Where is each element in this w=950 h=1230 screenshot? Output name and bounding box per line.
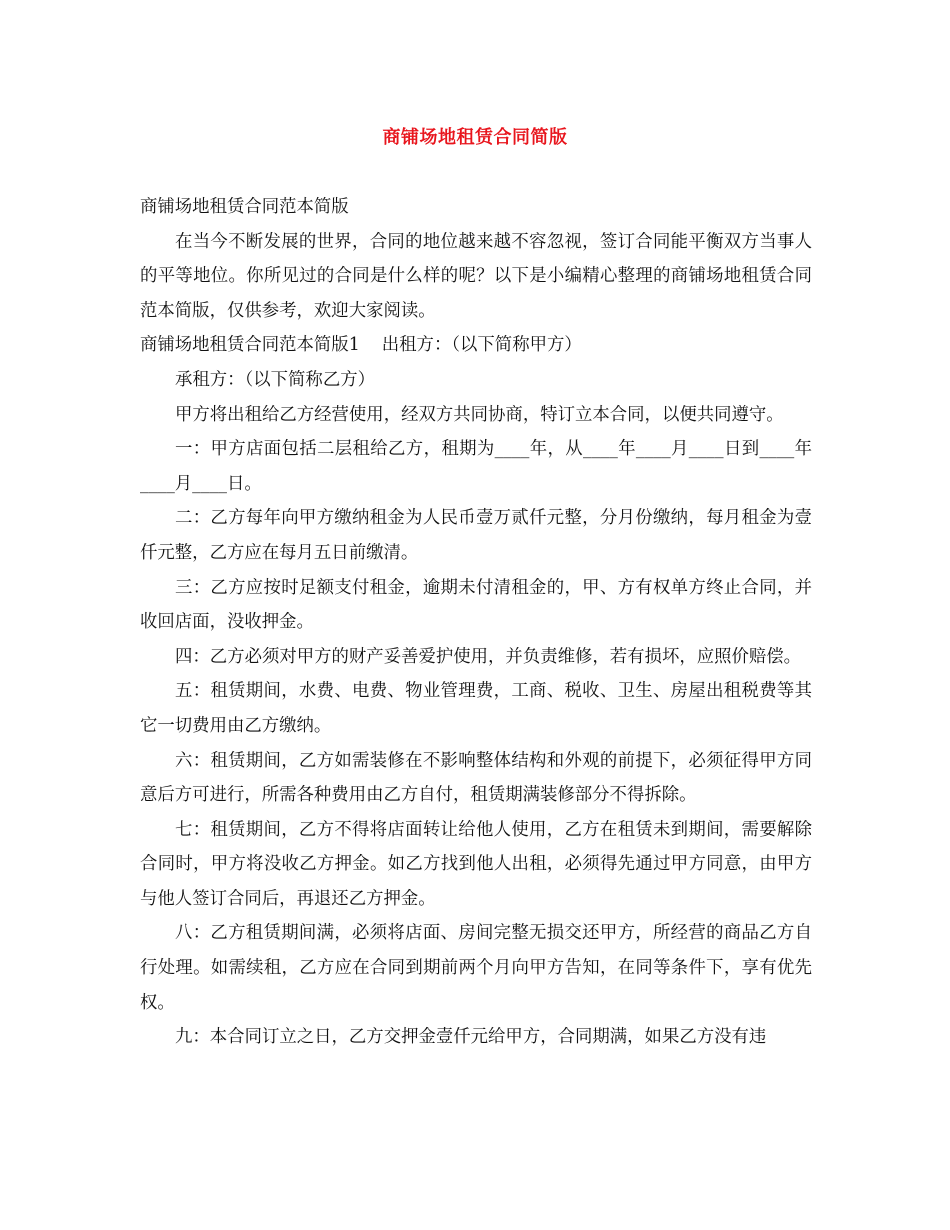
clause-2: 二：乙方每年向甲方缴纳租金为人民币壹万贰仟元整，分月份缴纳，每月租金为壹仟元整，乙方应在每月五日前缴清。 bbox=[140, 508, 812, 563]
lessee-label: 承租方：（以下简称乙方） bbox=[175, 369, 375, 390]
clause-9: 九：本合同订立之日，乙方交押金壹仟元给甲方，合同期满，如果乙方没有违 bbox=[175, 1027, 767, 1048]
lessor-label: 出租方：（以下简称甲方） bbox=[381, 335, 582, 356]
preamble: 甲方将出租给乙方经营使用，经双方共同协商，特订立本合同，以便共同遵守。 bbox=[175, 404, 784, 425]
section-heading-line bbox=[140, 328, 812, 363]
clause-5: 五：租赁期间，水费、电费、物业管理费，工商、税收、卫生、房屋出租税费等其它一切费用由乙方缴纳。 bbox=[140, 681, 812, 736]
clause-1: 一：甲方店面包括二层租给乙方，租期为____年，从____年____月____日到____年____月____日。 bbox=[140, 439, 812, 494]
clause-6: 六：租赁期间，乙方如需装修在不影响整体结构和外观的前提下，必须征得甲方同意后方可进行，所需各种费用由乙方自付，租赁期满装修部分不得拆除。 bbox=[140, 750, 812, 806]
clause-4: 四：乙方必须对甲方的财产妥善爱护使用，并负责维修，若有损坏，应照价赔偿。 bbox=[175, 646, 802, 667]
clause-3: 三：乙方应按时足额支付租金，逾期未付清租金的，甲、方有权单方终止合同，并收回店面，没收押金。 bbox=[140, 577, 812, 633]
clause-7: 七：租赁期间，乙方不得将店面转让给他人使用，乙方在租赁未到期间，需要解除合同时，甲方将没收乙方押金。如乙方找到他人出租，必须得先通过甲方同意，由甲方与他人签订合同后，再退还乙方押金。 bbox=[140, 819, 812, 909]
clause-8: 八：乙方租赁期间满，必须将店面、房间完整无损交还甲方，所经营的商品乙方自行处理。如需续租，乙方应在合同到期前两个月向甲方告知，在同等条件下，享有优先权。 bbox=[140, 923, 812, 1013]
section-heading: 商铺场地租赁合同范本简版1 bbox=[140, 335, 360, 356]
document-body bbox=[140, 190, 812, 1055]
intro-paragraph: 在当今不断发展的世界，合同的地位越来越不容忽视，签订合同能平衡双方当事人的平等地位。你所见过的合同是什么样的呢？以下是小编精心整理的商铺场地租赁合同范本简版，仅供参考，欢迎大家阅读。 bbox=[140, 231, 812, 321]
subtitle: 商铺场地租赁合同范本简版 bbox=[140, 197, 349, 217]
document-title: 商铺场地租赁合同简版 bbox=[382, 127, 568, 148]
